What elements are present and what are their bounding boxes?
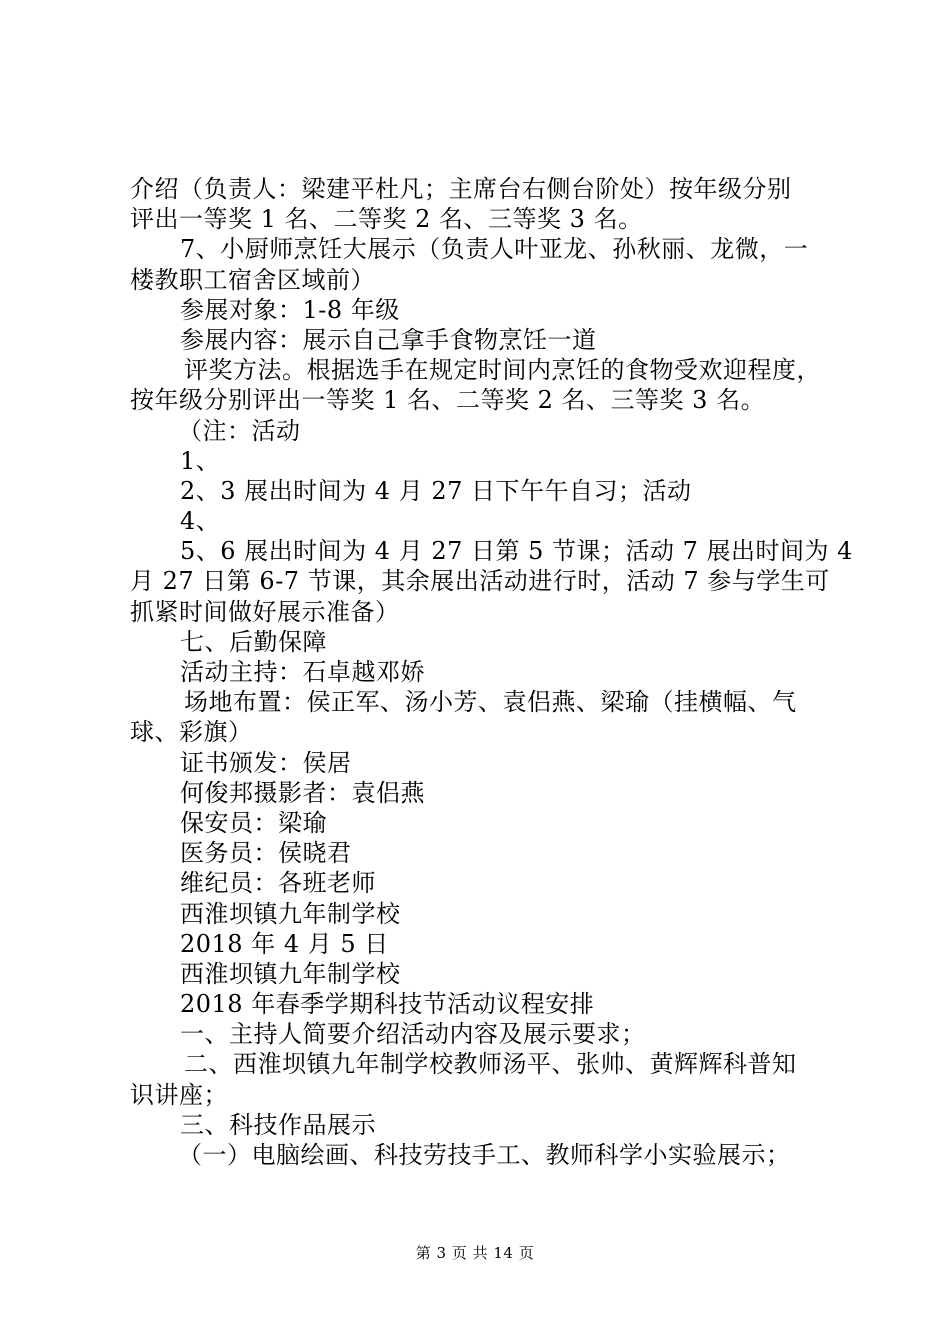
text-line: 2、3 展出时间为 4 月 27 日下午午自习；活动 <box>180 476 692 505</box>
text-line: 一、主持人简要介绍活动内容及展示要求； <box>180 1020 646 1049</box>
text-line: 证书颁发：侯居 <box>180 748 352 777</box>
text-line: 参展对象：1-8 年级 <box>180 295 400 324</box>
text-line: 维纪员：各班老师 <box>180 869 376 898</box>
text-line: 介绍（负责人：梁建平杜凡；主席台右侧台阶处）按年级分别 <box>130 175 792 203</box>
text-line: 1、 <box>180 446 221 475</box>
text-line: 三、科技作品展示 <box>180 1110 376 1139</box>
text-line: 西淮坝镇九年制学校 <box>180 959 401 988</box>
document-body <box>130 174 853 1170</box>
page-footer: 第 3 页 共 14 页 <box>415 1244 535 1262</box>
text-line: 球、彩旗） <box>130 718 253 747</box>
text-line: 参展内容：展示自己拿手食物烹饪一道 <box>180 325 597 354</box>
text-line: 7、小厨师烹饪大展示（负责人叶亚龙、孙秋丽、龙微，一 <box>180 235 809 264</box>
text-line: 二、西淮坝镇九年制学校教师汤平、张帅、黄辉辉科普知 <box>184 1050 797 1079</box>
text-line: 西淮坝镇九年制学校 <box>180 899 401 928</box>
text-line: 4、 <box>180 507 221 536</box>
text-line: 2018 年春季学期科技节活动议程安排 <box>180 990 595 1019</box>
text-line: 楼教职工宿舍区域前） <box>130 265 375 294</box>
text-line: 活动主持：石卓越邓娇 <box>180 658 425 686</box>
text-line: 按年级分别评出一等奖 1 名、二等奖 2 名、三等奖 3 名。 <box>130 386 766 415</box>
text-line: 识讲座； <box>130 1080 228 1109</box>
text-line: 评奖方法。根据选手在规定时间内烹饪的食物受欢迎程度， <box>184 356 821 385</box>
text-line: （一）电脑绘画、科技劳技手工、教师科学小实验展示； <box>178 1141 791 1169</box>
text-line: 何俊邦摄影者：袁侣燕 <box>180 778 425 807</box>
text-line: 医务员：侯晓君 <box>180 839 352 868</box>
text-line: 场地布置：侯正军、汤小芳、袁侣燕、梁瑜（挂横幅、气 <box>184 688 797 717</box>
text-line: （注：活动 <box>178 416 301 445</box>
text-line: 七、后勤保障 <box>180 627 327 656</box>
text-line: 5、6 展出时间为 4 月 27 日第 5 节课；活动 7 展出时间为 4 <box>180 537 853 566</box>
text-line: 月 27 日第 6-7 节课，其余展出活动进行时，活动 7 参与学生可 <box>130 567 830 596</box>
text-line: 2018 年 4 月 5 日 <box>180 929 389 958</box>
text-line: 保安员：梁瑜 <box>180 808 327 837</box>
text-line: 抓紧时间做好展示准备） <box>130 597 400 626</box>
text-line: 评出一等奖 1 名、二等奖 2 名、三等奖 3 名。 <box>130 205 643 234</box>
